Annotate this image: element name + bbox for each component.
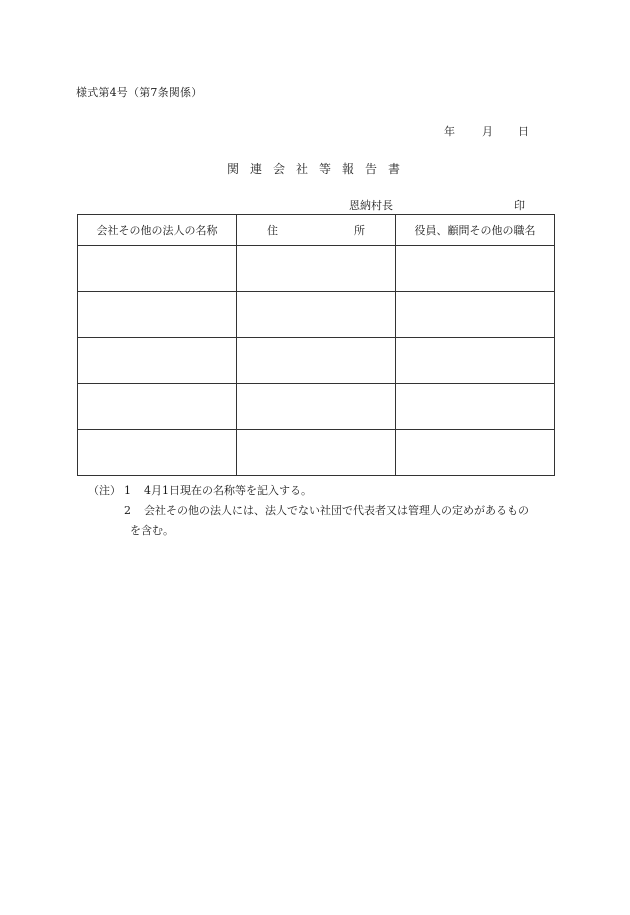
seal-mark: 印: [514, 199, 525, 212]
report-table: [77, 214, 555, 476]
header-name: 会社その他の法人の名称: [78, 215, 237, 246]
date-day-label: 日: [518, 125, 529, 138]
position-cell[interactable]: [396, 338, 555, 384]
note-text-continuation: を含む。: [130, 524, 174, 537]
addressee: 恩納村長: [349, 199, 393, 212]
note-item-continuation: [88, 521, 568, 541]
date-line: [440, 123, 540, 139]
note-item: [88, 481, 568, 501]
name-cell[interactable]: [78, 292, 237, 338]
date-month-label: 月: [482, 125, 493, 138]
table-row: [78, 384, 555, 430]
address-cell[interactable]: [237, 338, 396, 384]
date-year-label: 年: [444, 125, 455, 138]
note-item: [88, 501, 568, 521]
name-cell[interactable]: [78, 430, 237, 476]
document-title: 関連会社等報告書: [226, 162, 411, 176]
notes: [88, 481, 568, 541]
name-cell[interactable]: [78, 338, 237, 384]
form-number: 様式第4号（第7条関係）: [76, 86, 203, 99]
name-cell[interactable]: [78, 384, 237, 430]
note-number: 1: [124, 484, 131, 497]
position-cell[interactable]: [396, 246, 555, 292]
header-position: 役員、顧問その他の職名: [396, 215, 555, 246]
note-number: 2: [124, 504, 131, 517]
name-cell[interactable]: [78, 246, 237, 292]
header-address-part-2: 所: [354, 224, 365, 237]
table-row: [78, 430, 555, 476]
position-cell[interactable]: [396, 292, 555, 338]
address-cell[interactable]: [237, 430, 396, 476]
table-row: [78, 246, 555, 292]
address-cell[interactable]: [237, 292, 396, 338]
position-cell[interactable]: [396, 430, 555, 476]
address-cell[interactable]: [237, 246, 396, 292]
table-row: [78, 338, 555, 384]
header-address-part-1: 住: [267, 224, 278, 237]
address-cell[interactable]: [237, 384, 396, 430]
table-header-row: [78, 215, 555, 246]
position-cell[interactable]: [396, 384, 555, 430]
note-text: 4月1日現在の名称等を記入する。: [144, 484, 312, 497]
header-address: [237, 215, 396, 246]
note-text: 会社その他の法人には、法人でない社団で代表者又は管理人の定めがあるもの: [144, 504, 529, 517]
table-row: [78, 292, 555, 338]
note-prefix: （注）: [88, 484, 121, 497]
